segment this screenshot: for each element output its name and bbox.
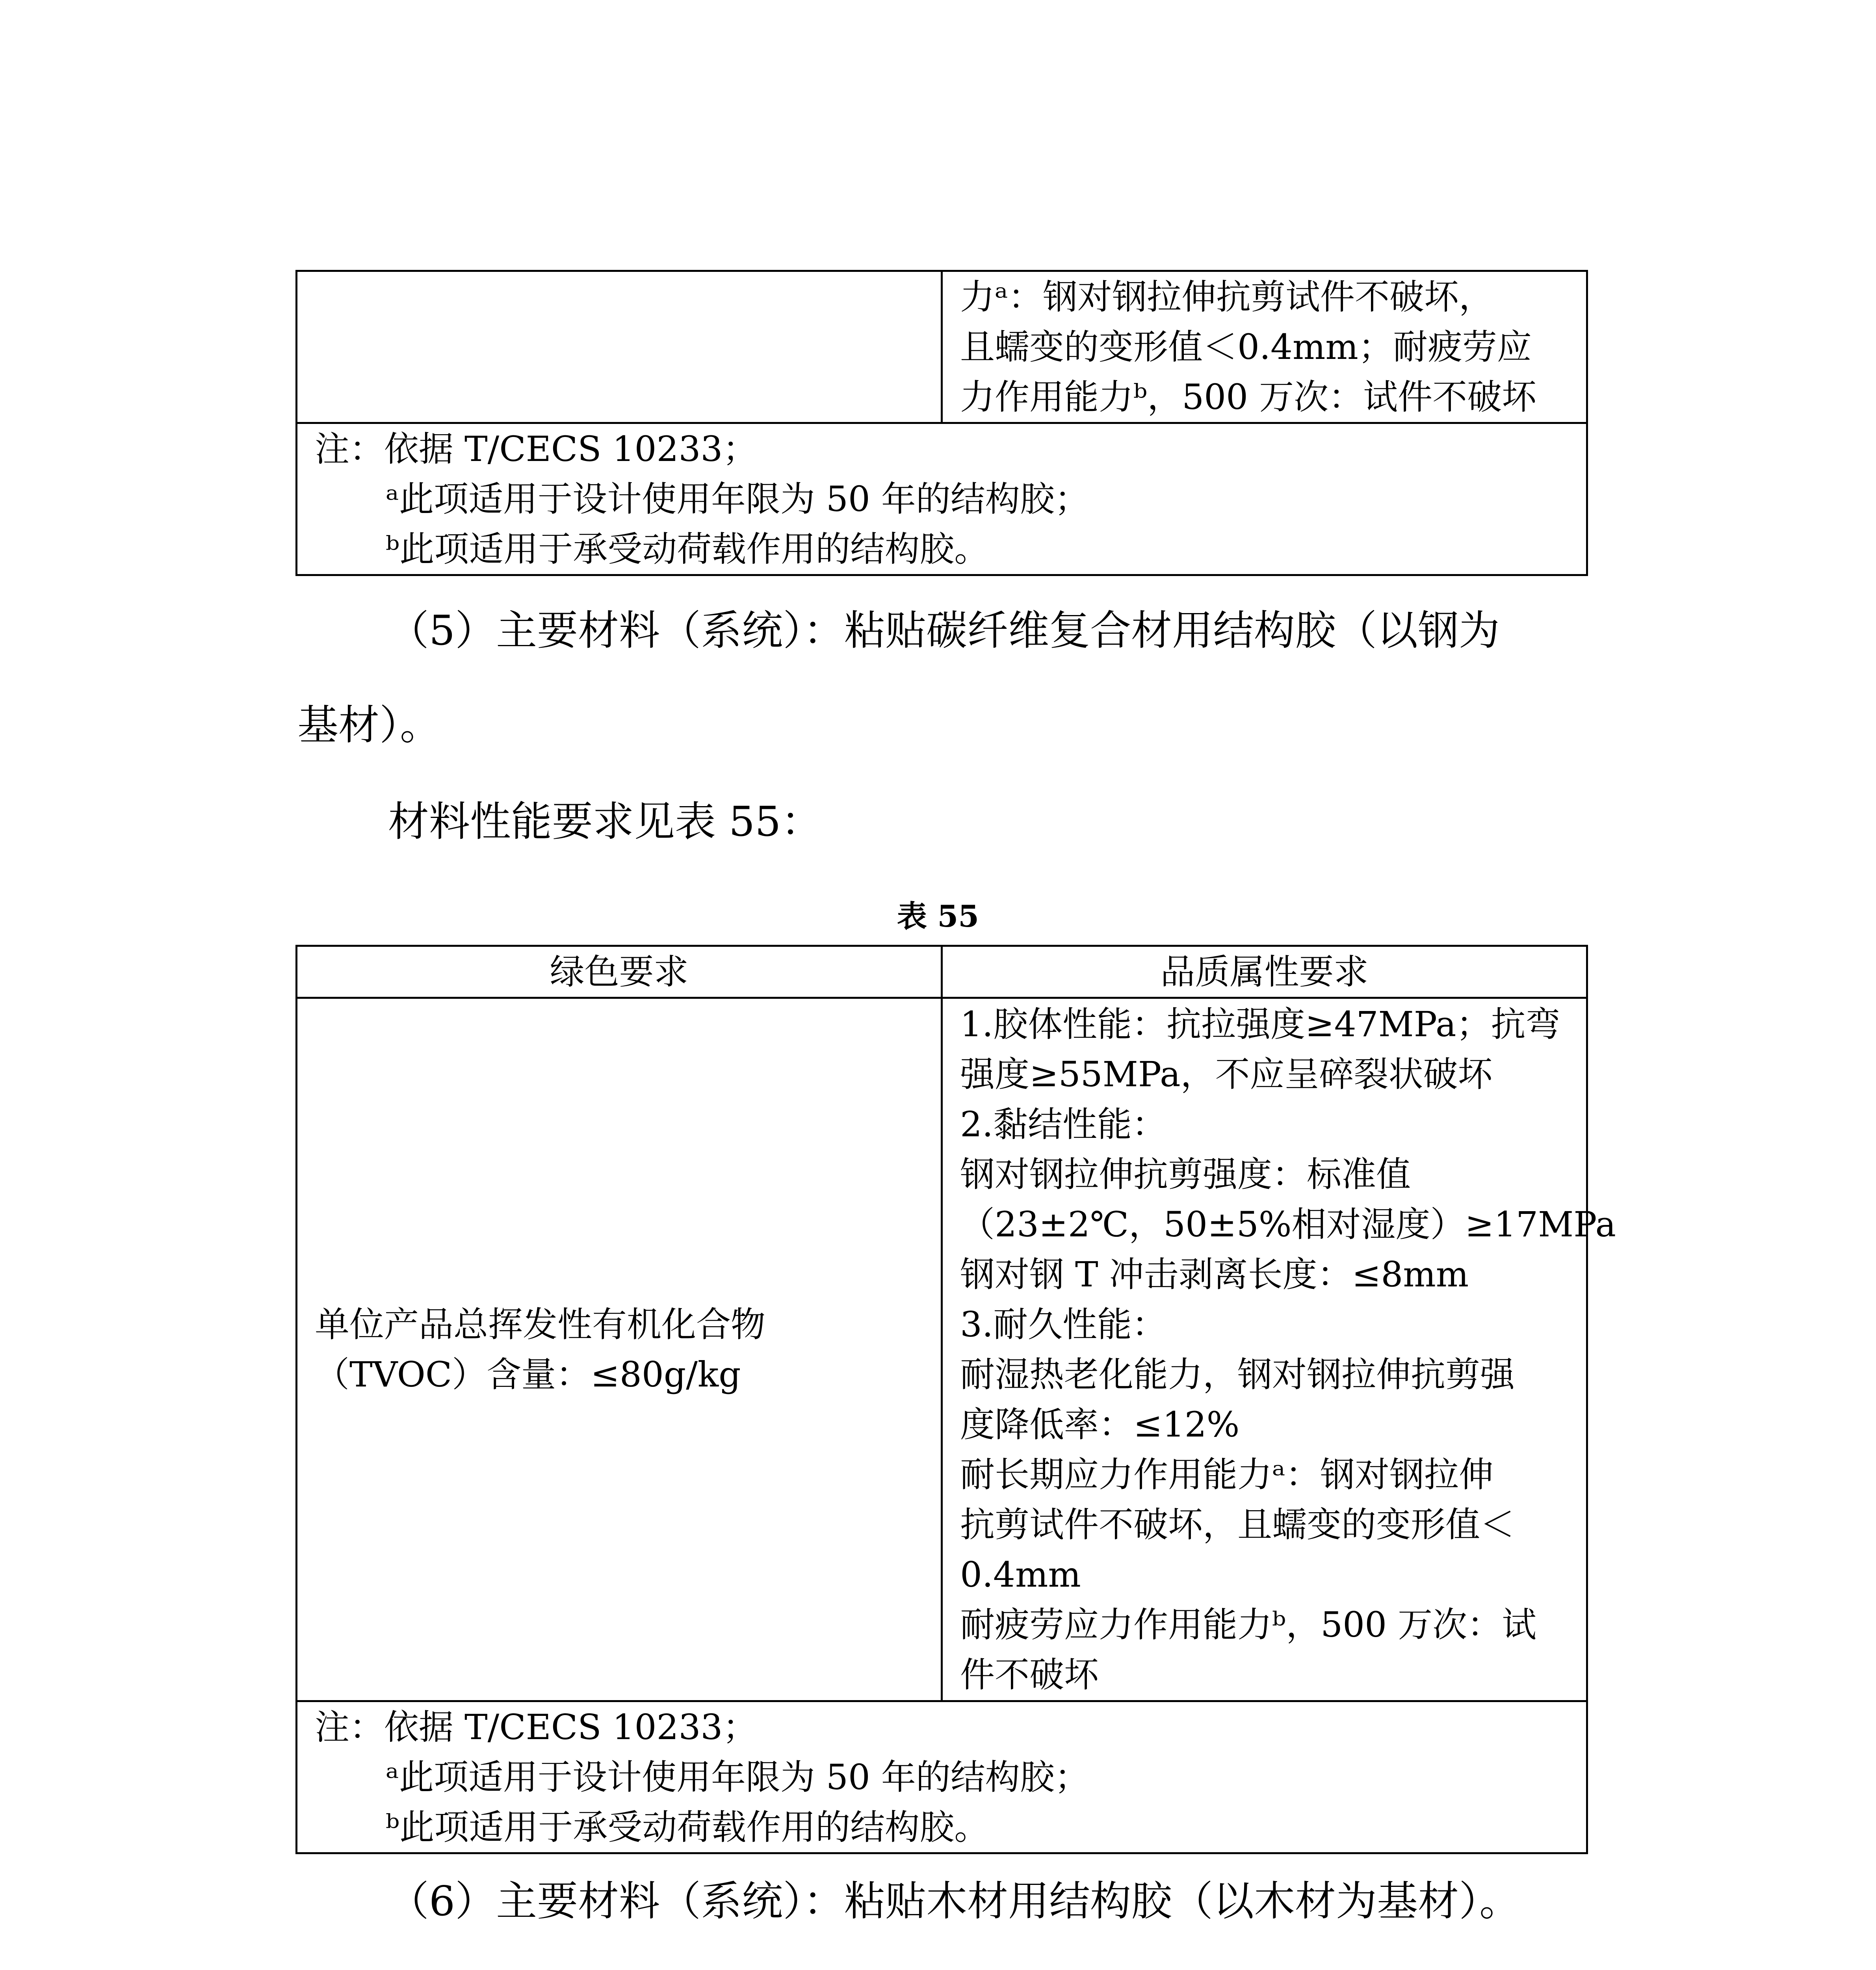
note-title: 注：依据 T/CECS 10233； xyxy=(315,1707,758,1747)
quality-line: 强度≥55MPa，不应呈碎裂状破坏 xyxy=(960,1054,1493,1095)
green-line: （TVOC）含量：≤80g/kg xyxy=(315,1354,741,1395)
quality-line: 抗剪试件不破坏，且蠕变的变形值＜ xyxy=(960,1504,1515,1545)
quality-line: （23±2℃，50±5%相对湿度）≥17MPa xyxy=(960,1204,1616,1245)
quality-line: 耐长期应力作用能力ᵃ：钢对钢拉伸 xyxy=(960,1454,1493,1495)
continued-table xyxy=(295,270,1588,576)
quality-line: 1.胶体性能：抗拉强度≥47MPa；抗弯 xyxy=(960,1004,1560,1044)
quality-line: 耐湿热老化能力，钢对钢拉伸抗剪强 xyxy=(960,1354,1515,1395)
note-title: 注：依据 T/CECS 10233； xyxy=(315,429,758,469)
table-55-green-cell xyxy=(297,998,942,1701)
continued-green-cell xyxy=(297,271,942,423)
quality-line: 钢对钢 T 冲击剥离长度：≤8mm xyxy=(960,1254,1469,1295)
continued-line: 且蠕变的变形值＜0.4mm；耐疲劳应 xyxy=(960,327,1532,367)
table-55-header-green: 绿色要求 xyxy=(297,946,942,998)
table-55-quality-cell xyxy=(942,998,1616,1701)
paragraph-5-line-2: 基材）。 xyxy=(297,701,441,749)
table-55-header-quality: 品质属性要求 xyxy=(942,946,1587,998)
quality-line: 度降低率：≤12% xyxy=(960,1404,1240,1445)
table-55-note-cell xyxy=(297,1701,1587,1853)
continued-line: 力ᵃ：钢对钢拉伸抗剪试件不破坏， xyxy=(960,277,1493,317)
continued-line: 力作用能力ᵇ，500 万次：试件不破坏 xyxy=(960,377,1537,417)
green-line: 单位产品总挥发性有机化合物 xyxy=(315,1304,766,1345)
quality-line: 3.耐久性能： xyxy=(960,1304,1166,1345)
quality-line: 0.4mm xyxy=(960,1554,1081,1595)
quality-line: 钢对钢拉伸抗剪强度：标准值 xyxy=(960,1154,1411,1195)
continued-note-cell xyxy=(297,423,1587,575)
paragraph-6: （6）主要材料（系统）：粘贴木材用结构胶（以木材为基材）。 xyxy=(388,1877,1521,1925)
note-a: ᵃ此项适用于设计使用年限为 50 年的结构胶； xyxy=(386,479,1089,519)
quality-line: 耐疲劳应力作用能力ᵇ，500 万次：试 xyxy=(960,1604,1537,1645)
paragraph-5-line-1: （5）主要材料（系统）：粘贴碳纤维复合材用结构胶（以钢为 xyxy=(388,606,1500,654)
paragraph-5-table-ref: 材料性能要求见表 55： xyxy=(388,797,822,846)
table-55 xyxy=(295,945,1616,1854)
table-55-caption: 表 55 xyxy=(897,899,979,934)
note-b: ᵇ此项适用于承受动荷载作用的结构胶。 xyxy=(386,529,989,569)
quality-line: 件不破坏 xyxy=(960,1654,1099,1695)
continued-quality-cell xyxy=(942,271,1587,423)
note-b: ᵇ此项适用于承受动荷载作用的结构胶。 xyxy=(386,1807,989,1847)
note-a: ᵃ此项适用于设计使用年限为 50 年的结构胶； xyxy=(386,1757,1089,1797)
quality-line: 2.黏结性能： xyxy=(960,1104,1166,1145)
